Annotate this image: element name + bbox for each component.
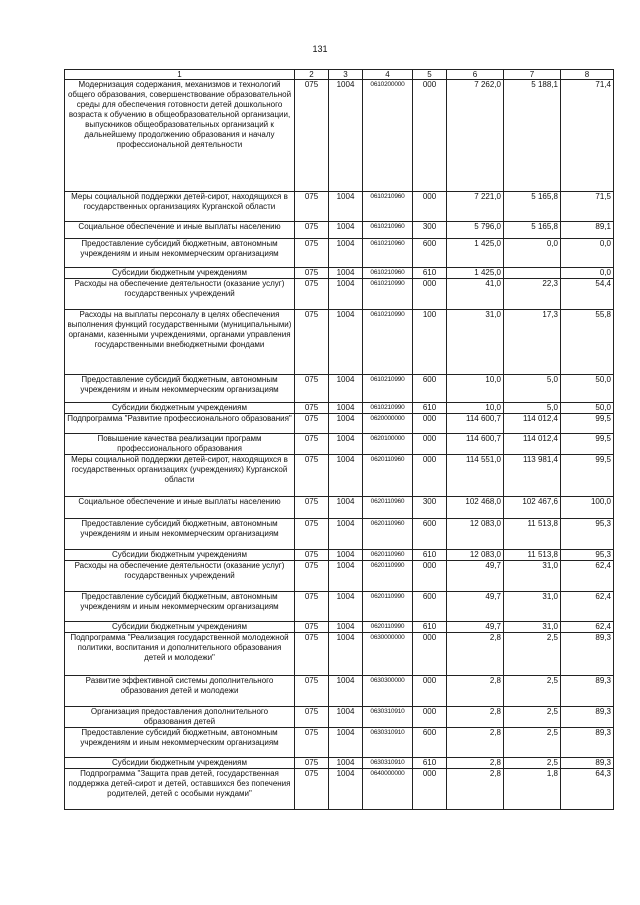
section-code: 1004 — [329, 414, 363, 434]
actual-amount: 5 165,8 — [504, 192, 561, 222]
actual-amount: 0,0 — [504, 239, 561, 268]
target-code: 0620100000 — [363, 434, 413, 455]
target-code: 0630000000 — [363, 633, 413, 676]
actual-amount: 1,8 — [504, 769, 561, 810]
section-code: 1004 — [329, 519, 363, 550]
percent-executed: 99,5 — [561, 455, 614, 497]
table-row — [65, 728, 614, 758]
plan-amount: 41,0 — [447, 279, 504, 310]
chapter-code: 075 — [295, 375, 329, 403]
table-row — [65, 707, 614, 728]
target-code: 0610210990 — [363, 403, 413, 414]
actual-amount: 2,5 — [504, 728, 561, 758]
plan-amount: 12 083,0 — [447, 519, 504, 550]
plan-amount: 7 262,0 — [447, 80, 504, 192]
plan-amount: 102 468,0 — [447, 497, 504, 519]
percent-executed: 99,5 — [561, 434, 614, 455]
table-row — [65, 519, 614, 550]
target-code: 0630310910 — [363, 707, 413, 728]
target-code: 0610210960 — [363, 222, 413, 239]
expense-type: 000 — [413, 434, 447, 455]
expense-type: 000 — [413, 633, 447, 676]
percent-executed: 64,3 — [561, 769, 614, 810]
target-code: 0610210960 — [363, 192, 413, 222]
percent-executed: 62,4 — [561, 561, 614, 592]
table-row — [65, 550, 614, 561]
header-cell: 2 — [295, 70, 329, 80]
row-name: Организация предоставления дополнительного образования детей — [65, 707, 295, 728]
actual-amount: 17,3 — [504, 310, 561, 375]
row-name: Развитие эффективной системы дополнительного образования детей и молодежи — [65, 676, 295, 707]
target-code: 0620110960 — [363, 519, 413, 550]
expense-type: 300 — [413, 497, 447, 519]
row-name: Расходы на выплаты персоналу в целях обеспечения выполнения функций государственными (муниципальными) органами, казенными учреждениями, органами управления государственными внебюджетными фондами — [65, 310, 295, 375]
row-name: Субсидии бюджетным учреждениям — [65, 550, 295, 561]
section-code: 1004 — [329, 279, 363, 310]
section-code: 1004 — [329, 769, 363, 810]
section-code: 1004 — [329, 622, 363, 633]
target-code: 0610210960 — [363, 239, 413, 268]
table-row — [65, 497, 614, 519]
expense-type: 000 — [413, 676, 447, 707]
header-cell: 5 — [413, 70, 447, 80]
plan-amount: 7 221,0 — [447, 192, 504, 222]
row-name: Подпрограмма "Развитие профессионального образования" — [65, 414, 295, 434]
row-name: Субсидии бюджетным учреждениям — [65, 758, 295, 769]
table-row — [65, 403, 614, 414]
chapter-code: 075 — [295, 769, 329, 810]
actual-amount: 5 188,1 — [504, 80, 561, 192]
chapter-code: 075 — [295, 633, 329, 676]
plan-amount: 1 425,0 — [447, 268, 504, 279]
chapter-code: 075 — [295, 222, 329, 239]
percent-executed: 89,1 — [561, 222, 614, 239]
plan-amount: 10,0 — [447, 403, 504, 414]
chapter-code: 075 — [295, 239, 329, 268]
row-name: Расходы на обеспечение деятельности (оказание услуг) государственных учреждений — [65, 279, 295, 310]
row-name: Субсидии бюджетным учреждениям — [65, 622, 295, 633]
percent-executed: 71,5 — [561, 192, 614, 222]
plan-amount: 2,8 — [447, 633, 504, 676]
actual-amount: 11 513,8 — [504, 550, 561, 561]
section-code: 1004 — [329, 80, 363, 192]
actual-amount: 2,5 — [504, 633, 561, 676]
plan-amount: 2,8 — [447, 769, 504, 810]
percent-executed: 89,3 — [561, 633, 614, 676]
percent-executed: 62,4 — [561, 622, 614, 633]
target-code: 0610210990 — [363, 375, 413, 403]
row-name: Субсидии бюджетным учреждениям — [65, 403, 295, 414]
header-cell: 1 — [65, 70, 295, 80]
header-cell: 3 — [329, 70, 363, 80]
table-row — [65, 310, 614, 375]
row-name: Модернизация содержания, механизмов и технологий общего образования, совершенствование образовательной среды для обеспечения готовности детей дошкольного возраста к обучению в общеобразовательной организации, выпускников общеобразовательных организаций к дальнейшему продолжению образования и началу профессиональной деятельности — [65, 80, 295, 192]
row-name: Предоставление субсидий бюджетным, автономным учреждениям и иным некоммерческим организациям — [65, 239, 295, 268]
expense-type: 600 — [413, 519, 447, 550]
percent-executed: 89,3 — [561, 758, 614, 769]
target-code: 0630310910 — [363, 758, 413, 769]
target-code: 0610210960 — [363, 268, 413, 279]
target-code: 0610210990 — [363, 310, 413, 375]
plan-amount: 114 551,0 — [447, 455, 504, 497]
percent-executed: 89,3 — [561, 676, 614, 707]
chapter-code: 075 — [295, 758, 329, 769]
table-row — [65, 633, 614, 676]
target-code: 0640000000 — [363, 769, 413, 810]
actual-amount: 2,5 — [504, 676, 561, 707]
actual-amount: 5,0 — [504, 375, 561, 403]
row-name: Расходы на обеспечение деятельности (оказание услуг) государственных учреждений — [65, 561, 295, 592]
chapter-code: 075 — [295, 676, 329, 707]
actual-amount: 2,5 — [504, 707, 561, 728]
row-name: Предоставление субсидий бюджетным, автономным учреждениям и иным некоммерческим организациям — [65, 519, 295, 550]
table-row — [65, 758, 614, 769]
chapter-code: 075 — [295, 592, 329, 622]
plan-amount: 1 425,0 — [447, 239, 504, 268]
chapter-code: 075 — [295, 434, 329, 455]
table-row — [65, 268, 614, 279]
expense-type: 610 — [413, 550, 447, 561]
target-code: 0630300000 — [363, 676, 413, 707]
table-row — [65, 192, 614, 222]
percent-executed: 71,4 — [561, 80, 614, 192]
header-cell: 4 — [363, 70, 413, 80]
plan-amount: 12 083,0 — [447, 550, 504, 561]
table-row — [65, 80, 614, 192]
table-row — [65, 455, 614, 497]
actual-amount: 114 012,4 — [504, 414, 561, 434]
header-row — [65, 70, 614, 80]
section-code: 1004 — [329, 434, 363, 455]
table-row — [65, 561, 614, 592]
percent-executed: 54,4 — [561, 279, 614, 310]
chapter-code: 075 — [295, 550, 329, 561]
plan-amount: 49,7 — [447, 561, 504, 592]
expense-type: 000 — [413, 414, 447, 434]
chapter-code: 075 — [295, 310, 329, 375]
chapter-code: 075 — [295, 497, 329, 519]
table-row — [65, 239, 614, 268]
percent-executed: 100,0 — [561, 497, 614, 519]
expense-type: 100 — [413, 310, 447, 375]
section-code: 1004 — [329, 222, 363, 239]
target-code: 0610210990 — [363, 279, 413, 310]
actual-amount: 113 981,4 — [504, 455, 561, 497]
section-code: 1004 — [329, 268, 363, 279]
target-code: 0620110990 — [363, 592, 413, 622]
target-code: 0610200000 — [363, 80, 413, 192]
section-code: 1004 — [329, 676, 363, 707]
row-name: Подпрограмма "Реализация государственной молодежной политики, воспитания и дополнительного образования детей и молодежи" — [65, 633, 295, 676]
header-cell: 8 — [561, 70, 614, 80]
section-code: 1004 — [329, 375, 363, 403]
row-name: Меры социальной поддержки детей-сирот, находящихся в государственных организациях (учреждениях) Курганской области — [65, 455, 295, 497]
percent-executed: 95,3 — [561, 550, 614, 561]
row-name: Повышение качества реализации программ профессионального образования — [65, 434, 295, 455]
plan-amount: 10,0 — [447, 375, 504, 403]
expense-type: 600 — [413, 592, 447, 622]
table-row — [65, 434, 614, 455]
expense-type: 600 — [413, 375, 447, 403]
plan-amount: 31,0 — [447, 310, 504, 375]
plan-amount: 2,8 — [447, 707, 504, 728]
percent-executed: 55,8 — [561, 310, 614, 375]
chapter-code: 075 — [295, 403, 329, 414]
percent-executed: 50,0 — [561, 375, 614, 403]
actual-amount — [504, 268, 561, 279]
actual-amount: 31,0 — [504, 561, 561, 592]
percent-executed: 50,0 — [561, 403, 614, 414]
chapter-code: 075 — [295, 455, 329, 497]
expense-type: 000 — [413, 707, 447, 728]
target-code: 0620110960 — [363, 455, 413, 497]
section-code: 1004 — [329, 550, 363, 561]
actual-amount: 5 165,8 — [504, 222, 561, 239]
row-name: Социальное обеспечение и иные выплаты населению — [65, 497, 295, 519]
expense-type: 000 — [413, 80, 447, 192]
chapter-code: 075 — [295, 279, 329, 310]
actual-amount: 22,3 — [504, 279, 561, 310]
percent-executed: 62,4 — [561, 592, 614, 622]
section-code: 1004 — [329, 633, 363, 676]
actual-amount: 5,0 — [504, 403, 561, 414]
table-row — [65, 769, 614, 810]
row-name: Субсидии бюджетным учреждениям — [65, 268, 295, 279]
row-name: Предоставление субсидий бюджетным, автономным учреждениям и иным некоммерческим организациям — [65, 592, 295, 622]
row-name: Социальное обеспечение и иные выплаты населению — [65, 222, 295, 239]
section-code: 1004 — [329, 728, 363, 758]
header-cell: 6 — [447, 70, 504, 80]
chapter-code: 075 — [295, 519, 329, 550]
expense-type: 000 — [413, 455, 447, 497]
plan-amount: 5 796,0 — [447, 222, 504, 239]
page-number: 131 — [312, 44, 328, 54]
header-cell: 7 — [504, 70, 561, 80]
actual-amount: 31,0 — [504, 592, 561, 622]
section-code: 1004 — [329, 310, 363, 375]
expense-type: 000 — [413, 192, 447, 222]
section-code: 1004 — [329, 497, 363, 519]
section-code: 1004 — [329, 707, 363, 728]
expense-type: 300 — [413, 222, 447, 239]
actual-amount: 102 467,6 — [504, 497, 561, 519]
section-code: 1004 — [329, 192, 363, 222]
target-code: 0630310910 — [363, 728, 413, 758]
percent-executed: 0,0 — [561, 268, 614, 279]
section-code: 1004 — [329, 758, 363, 769]
chapter-code: 075 — [295, 414, 329, 434]
plan-amount: 114 600,7 — [447, 414, 504, 434]
section-code: 1004 — [329, 455, 363, 497]
plan-amount: 114 600,7 — [447, 434, 504, 455]
target-code: 0620110990 — [363, 561, 413, 592]
plan-amount: 2,8 — [447, 728, 504, 758]
table-row — [65, 414, 614, 434]
percent-executed: 89,3 — [561, 728, 614, 758]
row-name: Подпрограмма "Защита прав детей, государственная поддержка детей-сирот и детей, оставшихся без попечения родителей, детей с особыми нуждами" — [65, 769, 295, 810]
expense-type: 000 — [413, 561, 447, 592]
percent-executed: 95,3 — [561, 519, 614, 550]
percent-executed: 99,5 — [561, 414, 614, 434]
section-code: 1004 — [329, 592, 363, 622]
chapter-code: 075 — [295, 707, 329, 728]
row-name: Меры социальной поддержки детей-сирот, находящихся в государственных организациях Курганской области — [65, 192, 295, 222]
chapter-code: 075 — [295, 561, 329, 592]
expense-type: 610 — [413, 758, 447, 769]
plan-amount: 49,7 — [447, 622, 504, 633]
section-code: 1004 — [329, 561, 363, 592]
table-row — [65, 279, 614, 310]
chapter-code: 075 — [295, 728, 329, 758]
table-row — [65, 592, 614, 622]
row-name: Предоставление субсидий бюджетным, автономным учреждениям и иным некоммерческим организациям — [65, 728, 295, 758]
expense-type: 000 — [413, 279, 447, 310]
row-name: Предоставление субсидий бюджетным, автономным учреждениям и иным некоммерческим организациям — [65, 375, 295, 403]
table-row — [65, 622, 614, 633]
expense-type: 600 — [413, 728, 447, 758]
expense-type: 000 — [413, 769, 447, 810]
target-code: 0620000000 — [363, 414, 413, 434]
table-row — [65, 375, 614, 403]
target-code: 0620110960 — [363, 497, 413, 519]
percent-executed: 89,3 — [561, 707, 614, 728]
chapter-code: 075 — [295, 622, 329, 633]
target-code: 0620110960 — [363, 550, 413, 561]
percent-executed: 0,0 — [561, 239, 614, 268]
table-row — [65, 222, 614, 239]
chapter-code: 075 — [295, 80, 329, 192]
chapter-code: 075 — [295, 192, 329, 222]
expense-type: 610 — [413, 268, 447, 279]
chapter-code: 075 — [295, 268, 329, 279]
actual-amount: 2,5 — [504, 758, 561, 769]
actual-amount: 114 012,4 — [504, 434, 561, 455]
table-row — [65, 676, 614, 707]
section-code: 1004 — [329, 239, 363, 268]
plan-amount: 2,8 — [447, 676, 504, 707]
plan-amount: 2,8 — [447, 758, 504, 769]
actual-amount: 31,0 — [504, 622, 561, 633]
section-code: 1004 — [329, 403, 363, 414]
target-code: 0620110990 — [363, 622, 413, 633]
expense-type: 600 — [413, 239, 447, 268]
expense-type: 610 — [413, 403, 447, 414]
expense-type: 610 — [413, 622, 447, 633]
budget-table — [64, 69, 614, 810]
actual-amount: 11 513,8 — [504, 519, 561, 550]
plan-amount: 49,7 — [447, 592, 504, 622]
